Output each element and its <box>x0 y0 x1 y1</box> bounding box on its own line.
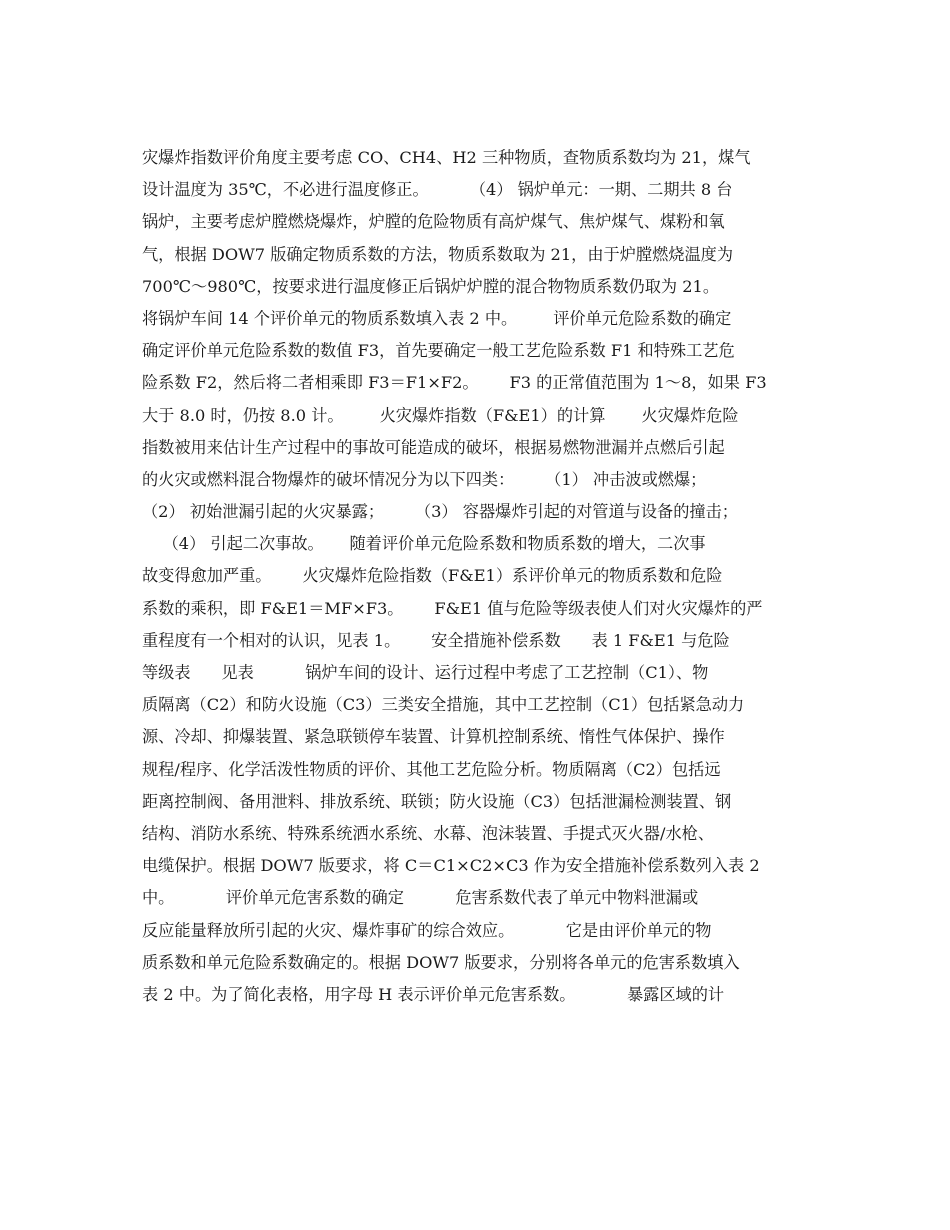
text-line: 结构、消防水系统、特殊系统洒水系统、水幕、泡沫装置、手提式灭火器/水枪、 <box>142 823 715 843</box>
text-line: 表 2 中。为了简化表格，用字母 H 表示评价单元危害系数。 暴露区域的计 <box>142 984 725 1004</box>
text-line: 的火灾或燃料混合物爆炸的破坏情况分为以下四类： （1） 冲击波或燃爆； <box>142 469 707 489</box>
text-line: 质隔离（C2）和防火设施（C3）三类安全措施，其中工艺控制（C1）包括紧急动力 <box>142 695 745 715</box>
text-line: （4） 引起二次事故。 随着评价单元危险系数和物质系数的增大，二次事 <box>142 534 706 554</box>
text-line: 质系数和单元危险系数确定的。根据 DOW7 版要求，分别将各单元的危害系数填入 <box>142 952 740 972</box>
text-line: 距离控制阀、备用泄料、排放系统、联锁；防火设施（C3）包括泄漏检测装置、钢 <box>142 791 732 811</box>
text-line: 等级表 见表 锅炉车间的设计、运行过程中考虑了工艺控制（C1）、物 <box>142 663 709 682</box>
text-line: 中。 评价单元危害系数的确定 危害系数代表了单元中物料泄漏或 <box>142 888 699 908</box>
text-line: 指数被用来估计生产过程中的事故可能造成的破坏，根据易燃物泄漏并点燃后引起 <box>142 437 725 457</box>
text-line: 规程/程序、化学活泼性物质的评价、其他工艺危险分析。物质隔离（C2）包括远 <box>142 759 721 779</box>
text-line: 设计温度为 35℃，不必进行温度修正。 （4） 锅炉单元：一期、二期共 8 台 <box>142 180 733 200</box>
text-line: 源、冷却、抑爆装置、紧急联锁停车装置、计算机控制系统、惰性气体保护、操作 <box>142 727 725 747</box>
text-line: 险系数 F2，然后将二者相乘即 F3＝F1×F2。 F3 的正常值范围为 1～8，如果 F3 <box>142 373 767 393</box>
text-line: 电缆保护。根据 DOW7 版要求，将 C＝C1×C2×C3 作为安全措施补偿系数列入表 2 <box>142 856 760 876</box>
text-line: （2） 初始泄漏引起的火灾暴露； （3） 容器爆炸引起的对管道与设备的撞击； <box>142 502 738 522</box>
text-line: 故变得愈加严重。 火灾爆炸危险指数（F&E1）系评价单元的物质系数和危险 <box>142 566 723 586</box>
text-line: 确定评价单元危险系数的数值 F3，首先要确定一般工艺危险系数 F1 和特殊工艺危 <box>142 341 735 361</box>
text-line: 将锅炉车间 14 个评价单元的物质系数填入表 2 中。 评价单元危险系数的确定 <box>142 308 732 328</box>
text-line: 反应能量释放所引起的火灾、爆炸事矿的综合效应。 它是由评价单元的物 <box>142 920 712 940</box>
text-line: 锅炉，主要考虑炉膛燃烧爆炸，炉膛的危险物质有高炉煤气、焦炉煤气、煤粉和氧 <box>142 212 725 232</box>
text-line: 大于 8.0 时，仍按 8.0 计。 火灾爆炸指数（F&E1）的计算 火灾爆炸危险 <box>142 405 739 425</box>
text-line: 系数的乘积，即 F&E1＝MF×F3。 F&E1 值与危险等级表使人们对火灾爆炸的严 <box>142 598 763 618</box>
text-line: 气，根据 DOW7 版确定物质系数的方法，物质系数取为 21，由于炉膛燃烧温度为 <box>142 244 734 264</box>
text-line: 灾爆炸指数评价角度主要考虑 CO、CH4、H2 三种物质，查物质系数均为 21，煤气 <box>142 148 751 167</box>
body-text <box>142 142 814 1011</box>
text-line: 700℃～980℃，按要求进行温度修正后锅炉炉膛的混合物物质系数仍取为 21。 <box>142 276 720 296</box>
text-line: 重程度有一个相对的认识，见表 1。 安全措施补偿系数 表 1 F&E1 与危险 <box>142 630 730 650</box>
